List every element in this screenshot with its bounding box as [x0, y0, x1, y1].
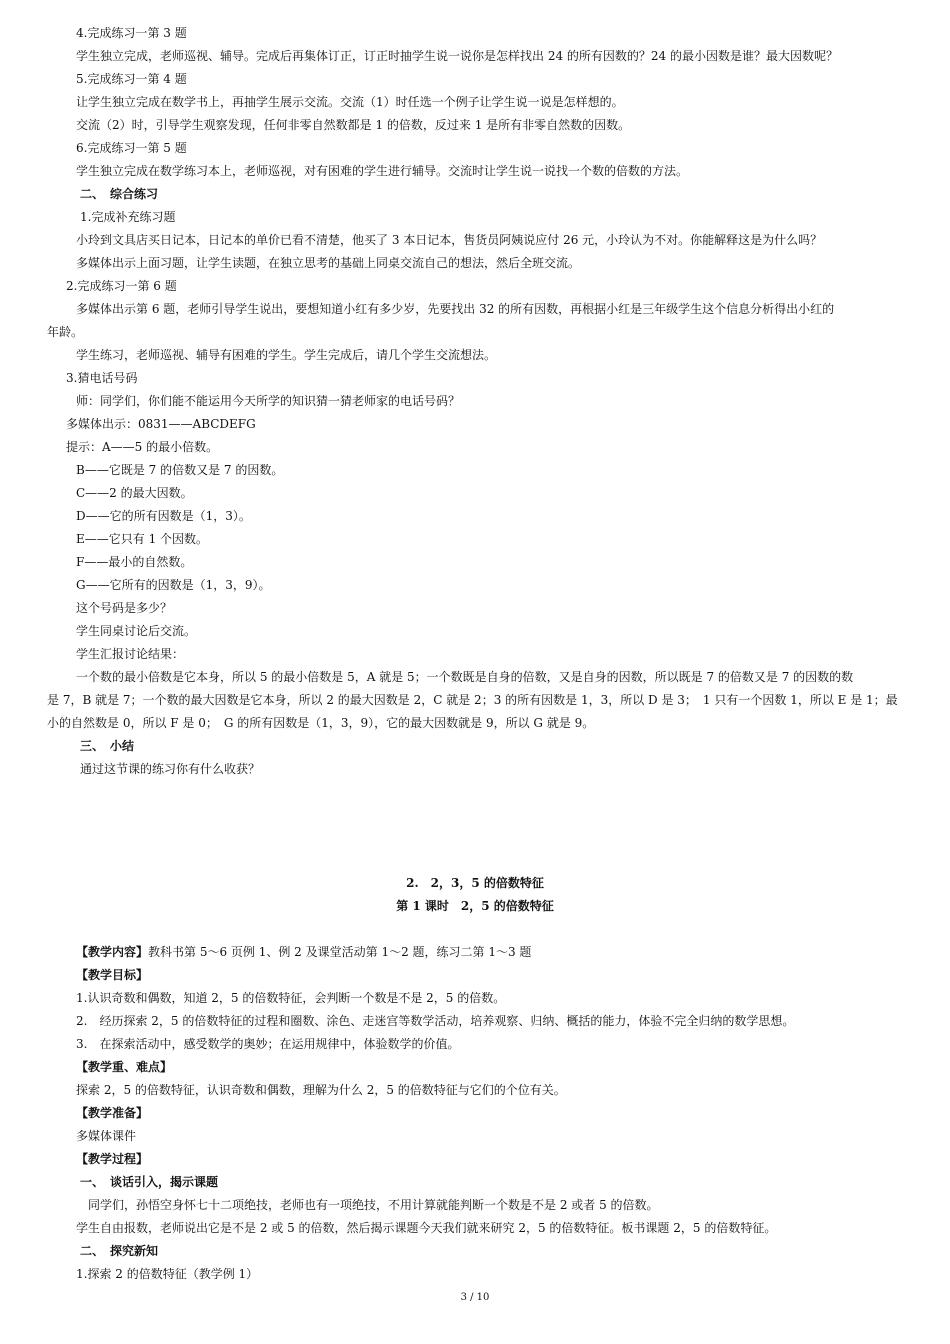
paragraph: 多媒体出示上面习题，让学生读题，在独立思考的基础上同桌交流自己的想法，然后全班交流。	[76, 256, 581, 270]
label-process: 【教学过程】	[76, 1152, 149, 1166]
paragraph: 小玲到文具店买日记本，日记本的单价已看不清楚，他买了 3 本日记本，售货员阿姨说应付 26 元，小玲认为不对。你能解释这是为什么吗？	[76, 233, 823, 247]
label-teaching-goals: 【教学目标】	[76, 968, 149, 982]
hint-e: E——它只有 1 个因数。	[76, 532, 209, 546]
heading-exercise-3: 4.完成练习一第 3 题	[76, 26, 187, 40]
section-heading-comprehensive-practice: 二、 综合练习	[80, 187, 159, 201]
paragraph: 交流（2）时，引导学生观察发现，任何非零自然数都是 1 的倍数，反过来 1 是所有非零自然数的因数。	[76, 118, 631, 132]
section-heading-explore: 二、 探究新知	[80, 1244, 159, 1258]
paragraph: 学生自由报数，老师说出它是不是 2 或 5 的倍数，然后揭示课题今天我们就来研究 2，5 的倍数特征。板书课题 2，5 的倍数特征。	[76, 1221, 777, 1235]
heading-exercise-5: 6.完成练习一第 5 题	[76, 141, 187, 155]
goal-2: 2. 经历探索 2，5 的倍数特征的过程和圈数、涂色、走迷宫等数学活动，培养观察、归纳、概括的能力，体验不完全归纳的数学思想。	[76, 1014, 795, 1028]
paragraph: 多媒体课件	[76, 1129, 137, 1143]
goal-3: 3. 在探索活动中，感受数学的奥妙；在运用规律中，体验数学的价值。	[76, 1037, 460, 1051]
hint-d: D——它的所有因数是（1，3）。	[76, 509, 251, 523]
hint-c: C——2 的最大因数。	[76, 486, 193, 500]
paragraph: 师：同学们，你们能不能运用今天所学的知识猜一猜老师家的电话号码？	[76, 394, 461, 408]
heading-exercise-4: 5.完成练习一第 4 题	[76, 72, 187, 86]
teaching-content	[76, 946, 531, 958]
paragraph: 这个号码是多少？	[76, 601, 173, 615]
subheading: 2.完成练习一第 6 题	[66, 279, 177, 293]
paragraph: 学生练习，老师巡视、辅导有困难的学生。学生完成后，请几个学生交流想法。	[76, 348, 497, 362]
section-heading-summary: 三、 小结	[80, 739, 135, 753]
paragraph: 通过这节课的练习你有什么收获？	[80, 762, 261, 776]
paragraph-continuation: 年龄。	[47, 325, 84, 339]
label-teaching-content: 【教学内容】	[76, 945, 149, 959]
subheading: 1.探索 2 的倍数特征（教学例 1）	[76, 1267, 259, 1281]
hint-a: 提示：A——5 的最小倍数。	[66, 440, 219, 454]
goal-1: 1.认识奇数和偶数，知道 2，5 的倍数特征，会判断一个数是不是 2，5 的倍数。	[76, 991, 506, 1005]
hint-f: F——最小的自然数。	[76, 555, 193, 569]
hint-g: G——它所有的因数是（1，3，9）。	[76, 578, 271, 592]
section-heading-introduction: 一、 谈话引入，揭示课题	[80, 1175, 219, 1189]
paragraph: 让学生独立完成在数学书上，再抽学生展示交流。交流（1）时任选一个例子让学生说一说是怎样想的。	[76, 95, 624, 109]
label-key-points: 【教学重、难点】	[76, 1060, 173, 1074]
page-number: 3 / 10	[460, 1292, 490, 1303]
paragraph: 学生同桌讨论后交流。	[76, 624, 197, 638]
paragraph: 学生独立完成，老师巡视、辅导。完成后再集体订正，订正时抽学生说一说你是怎样找出 24 的所有因数的？24 的最小因数是谁？最大因数呢？	[76, 49, 838, 63]
subheading: 3.猜电话号码	[66, 371, 138, 385]
paragraph: 多媒体出示：0831——ABCDEFG	[66, 417, 256, 431]
paragraph-continuation: 小的自然数是 0，所以 F 是 0； G 的所有因数是（1，3，9），它的最大因数就是 9，所以 G 就是 9。	[47, 716, 595, 730]
lesson-title: 第 1 课时 2，5 的倍数特征	[396, 899, 554, 913]
paragraph: 一个数的最小倍数是它本身，所以 5 的最小倍数是 5，A 就是 5；一个数既是自身的倍数，又是自身的因数，所以既是 7 的倍数又是 7 的因数的数	[76, 670, 854, 684]
paragraph: 多媒体出示第 6 题，老师引导学生说出，要想知道小红有多少岁，先要找出 32 的所有因数，再根据小红是三年级学生这个信息分析得出小红的	[76, 302, 835, 316]
chapter-title: 2. 2，3，5 的倍数特征	[406, 876, 544, 890]
teaching-content-text: 教科书第 5～6 页例 1、例 2 及课堂活动第 1～2 题，练习二第 1～3 题	[148, 945, 532, 959]
paragraph: 探索 2，5 的倍数特征，认识奇数和偶数，理解为什么 2，5 的倍数特征与它们的个位有关。	[76, 1083, 566, 1097]
subheading: 1.完成补充练习题	[80, 210, 176, 224]
paragraph-continuation: 是 7，B 就是 7；一个数的最大因数是它本身，所以 2 的最大因数是 2，C 就是 2；3 的所有因数是 1，3，所以 D 是 3； 1 只有一个因数 1，所以 E 是 1；最	[47, 693, 898, 707]
paragraph: 学生独立完成在数学练习本上，老师巡视，对有困难的学生进行辅导。交流时让学生说一说找一个数的倍数的方法。	[76, 164, 689, 178]
label-preparation: 【教学准备】	[76, 1106, 149, 1120]
paragraph: 学生汇报讨论结果：	[76, 647, 185, 661]
hint-b: B——它既是 7 的倍数又是 7 的因数。	[76, 463, 284, 477]
paragraph: 同学们，孙悟空身怀七十二项绝技，老师也有一项绝技，不用计算就能判断一个数是不是 2 或者 5 的倍数。	[88, 1198, 659, 1212]
